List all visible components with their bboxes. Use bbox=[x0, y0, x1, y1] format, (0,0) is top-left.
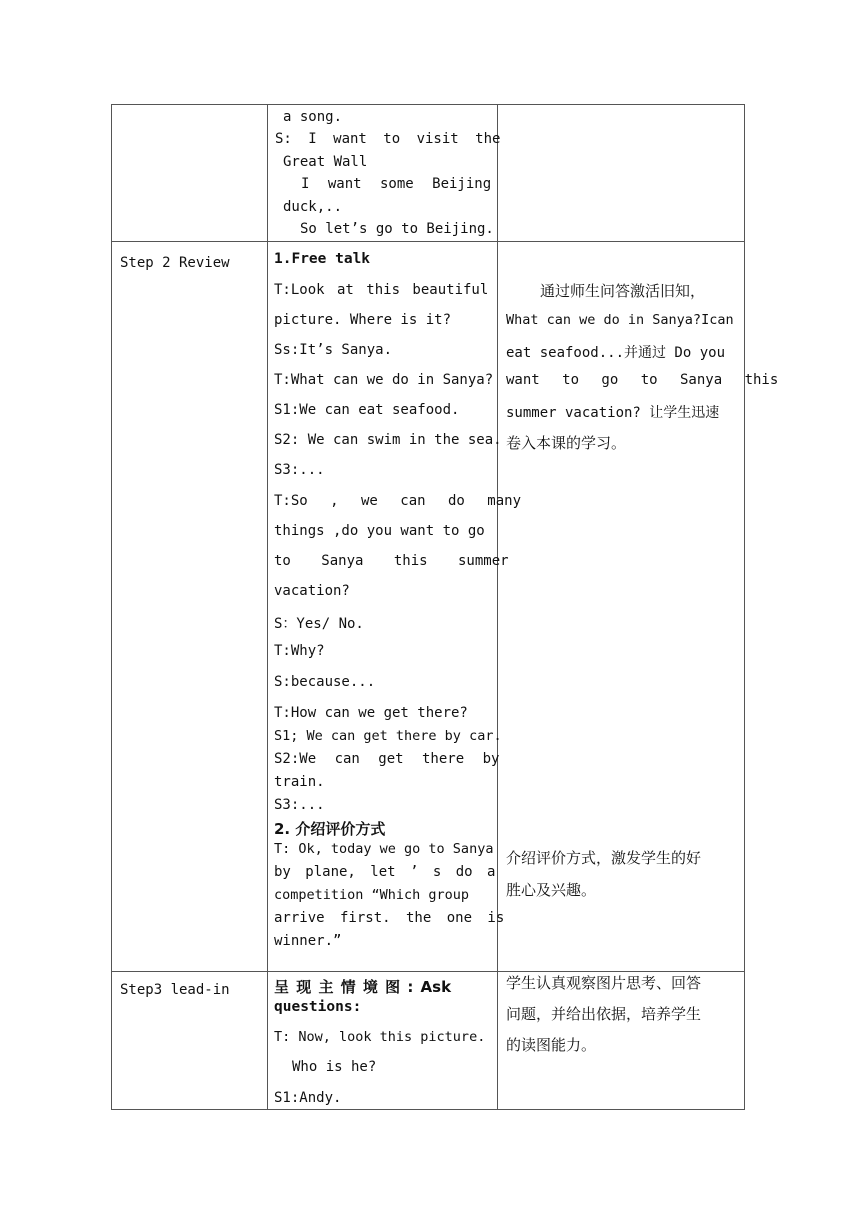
lesson-plan-table: a song. S: I want to visit the Great Wall I want some Beijing duck,.. So let’s go to Beijing. Step 2 Review 1.Free talk T:Look at this beautiful picture. Where is it? Ss:It’s Sanya. T:What can we do in Sanya? S1:We can eat seafood. S2: We can swim in the sea. S3:... T:So , we can do many things ,do you want to go to Sanya this summer vacation? S：Yes/ No. T:Why? S:because... T:How can we get there? S1; We can get there by car. S2:We can get there by train. S3:... 2. 介绍评价方式 T: Ok, today we go to Sanya by plane, let ’ s do a competition “Which group arrive first. the one is winner.” 通过师生问答激活旧知， What can we do in Sanya?Ican eat seafood...并通过 Do you want to go to Sanya this summer vacation? 让学生迅速 卷入本课的学习。 介绍评价方式，激发学生的好 胜心及兴趣。 Step3 lead-in 呈 现 主 情 境 图 : Ask questions: T: Now, look this picture. Who is he? S1:Andy. 学生认真观察图片思考、回答 问题，并给出依据，培养学生 的读图能力。 bbox=[111, 104, 745, 1110]
section-title-main-scene: 呈 现 主 情 境 图 : Ask bbox=[274, 978, 452, 996]
step-label-lead-in: Step3 lead-in bbox=[120, 982, 230, 998]
section-title-evaluation: 2. 介绍评价方式 bbox=[274, 820, 386, 838]
row-divider-1 bbox=[112, 241, 744, 242]
section-title-free-talk: 1.Free talk bbox=[274, 251, 371, 267]
section-title-questions: questions: bbox=[274, 999, 362, 1015]
step-label-review: Step 2 Review bbox=[120, 255, 230, 271]
column-divider-1 bbox=[267, 105, 268, 1109]
column-divider-2 bbox=[497, 105, 498, 1109]
